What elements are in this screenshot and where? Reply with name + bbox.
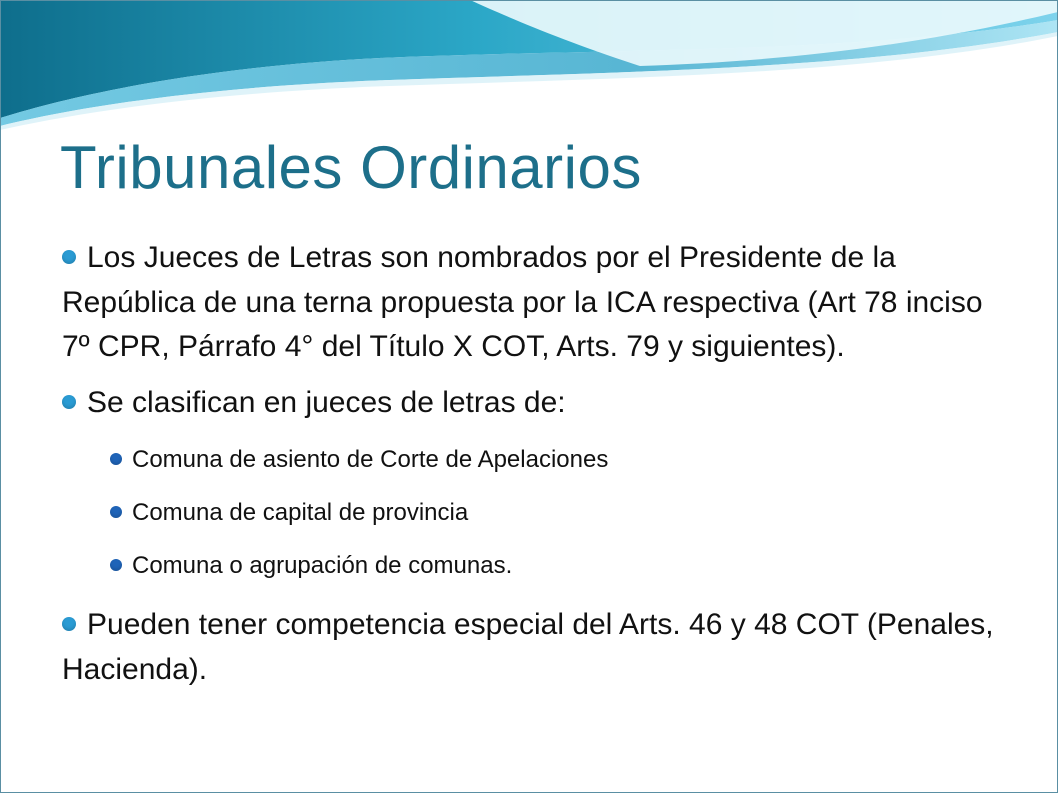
bullet-item — [62, 381, 1002, 426]
bullet-item — [62, 603, 1002, 692]
bullet-text: Pueden tener competencia especial del Arts. 46 y 48 COT (Penales, Hacienda). — [62, 608, 994, 686]
sub-bullet-dot-icon — [110, 453, 122, 465]
bullet-text: Se clasifican en jueces de letras de: — [87, 385, 566, 419]
bullet-dot-icon — [62, 617, 76, 631]
sub-bullet-text: Comuna de capital de provincia — [132, 499, 469, 526]
header-wave-banner — [0, 0, 1058, 130]
sub-bullet-text: Comuna de asiento de Corte de Apelaciones — [132, 446, 609, 473]
sub-bullet-dot-icon — [110, 559, 122, 571]
slide-title: Tribunales Ordinarios — [60, 134, 642, 201]
sub-bullet-item — [62, 498, 1002, 528]
sub-bullet-dot-icon — [110, 506, 122, 518]
bullet-dot-icon — [62, 395, 76, 409]
bullet-text: Los Jueces de Letras son nombrados por el Presidente de la República de una terna propuesta por la ICA respectiva (Art 78 inciso 7º CPR, Párrafo 4° del Título X COT, Arts. 79 y siguientes). — [62, 241, 983, 363]
sub-bullet-item — [62, 551, 1002, 581]
bullet-dot-icon — [62, 250, 76, 264]
sub-bullet-text: Comuna o agrupación de comunas. — [132, 552, 513, 579]
bullet-item — [62, 236, 1002, 370]
sub-bullet-item — [62, 445, 1002, 475]
bullet-list — [62, 236, 1002, 692]
